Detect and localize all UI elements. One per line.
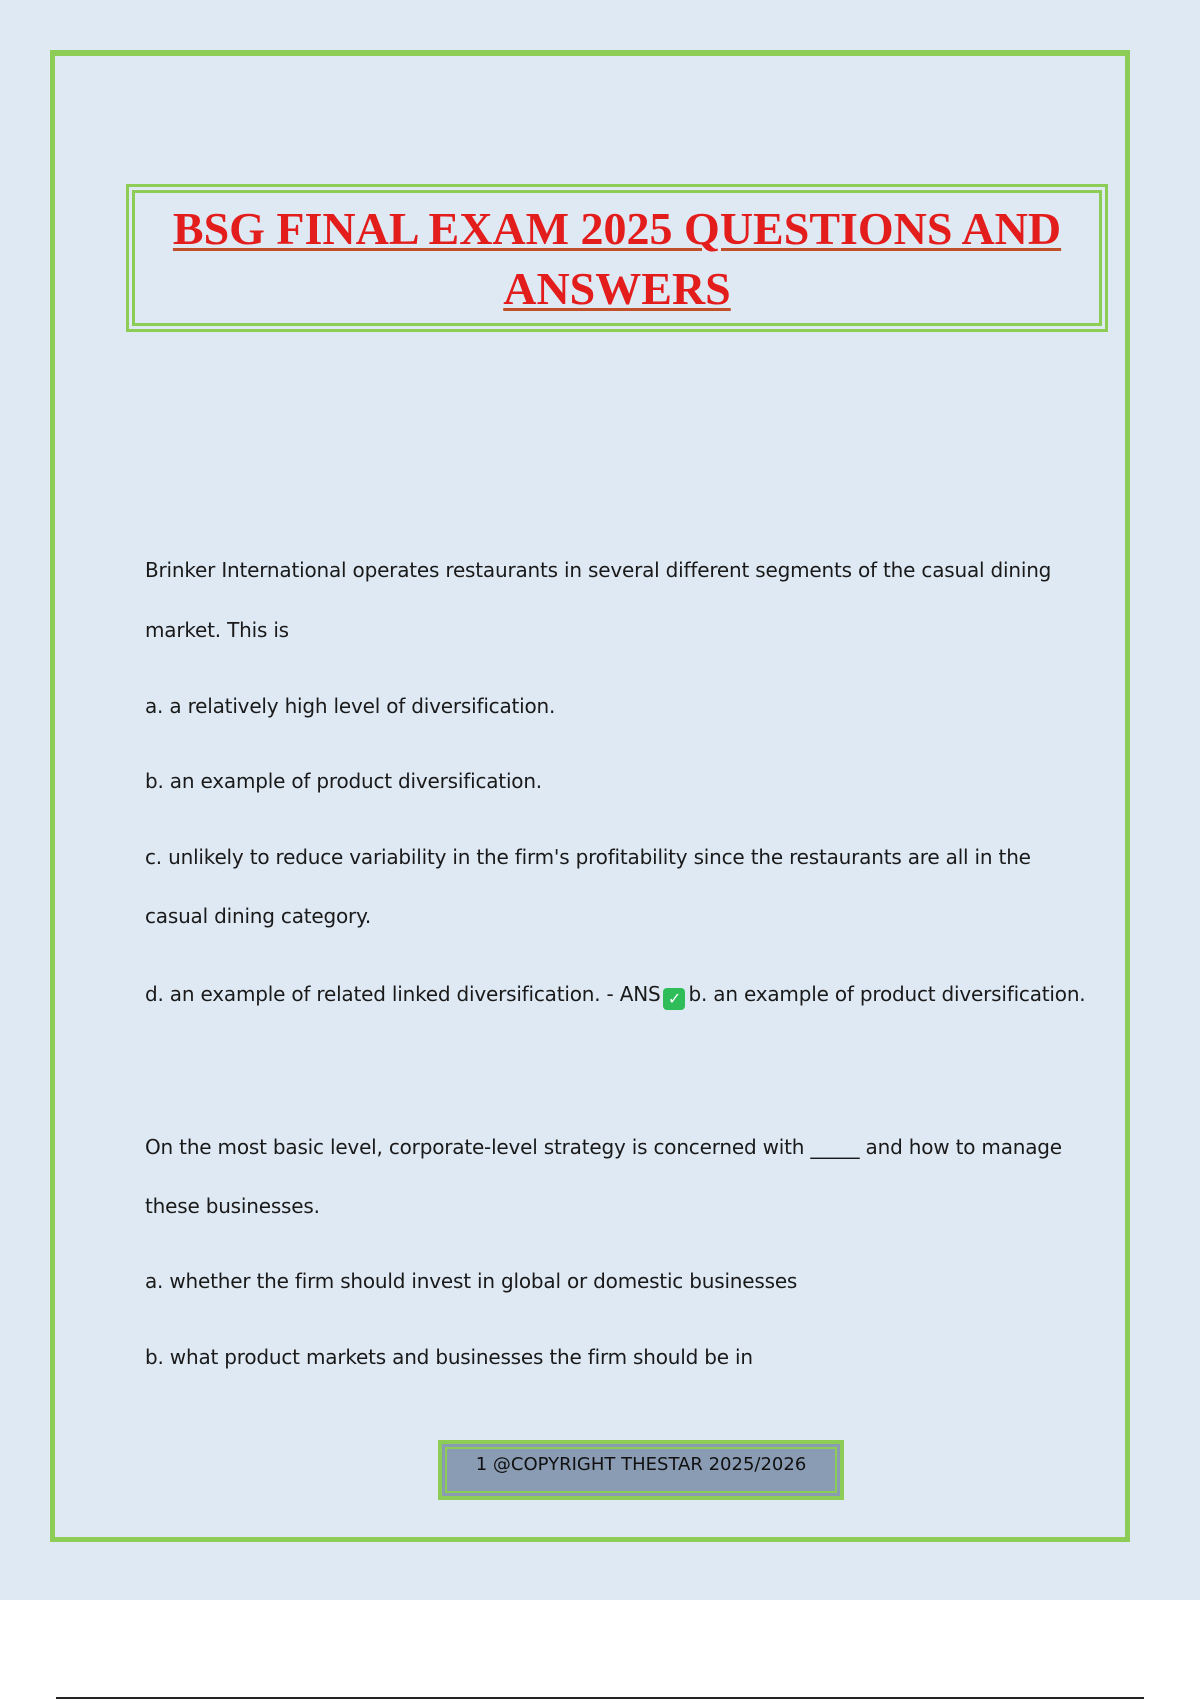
question-1-option-b: b. an example of product diversification. xyxy=(145,769,542,793)
question-1-option-d: d. an example of related linked diversification. - ANS xyxy=(145,982,661,1006)
footer-box xyxy=(438,1440,844,1500)
question-1-answer: b. an example of product diversification. xyxy=(688,982,1086,1006)
question-1-stem-line-1: Brinker International operates restaurants in several different segments of the casual dining xyxy=(145,558,1052,582)
question-1-option-d-with-answer xyxy=(145,982,1085,1010)
check-mark-icon: ✓ xyxy=(663,988,685,1010)
title-box xyxy=(126,184,1108,332)
question-1-option-c-line-2: casual dining category. xyxy=(145,904,372,928)
question-1-stem-line-2: market. This is xyxy=(145,618,289,642)
footer-copyright: 1 @COPYRIGHT THESTAR 2025/2026 xyxy=(475,1454,807,1475)
question-1-option-a: a. a relatively high level of diversification. xyxy=(145,694,556,718)
question-1-option-c-line-1: c. unlikely to reduce variability in the firm's profitability since the restaurants are all in the xyxy=(145,845,1031,869)
question-2-option-a: a. whether the firm should invest in global or domestic businesses xyxy=(145,1269,798,1293)
question-2-stem-line-2: these businesses. xyxy=(145,1194,320,1218)
question-2-stem-line-1: On the most basic level, corporate-level strategy is concerned with _____ and how to manage xyxy=(145,1135,1062,1159)
bottom-rule xyxy=(56,1697,1144,1699)
document-title: BSG FINAL EXAM 2025 QUESTIONS AND ANSWERS xyxy=(172,203,1062,314)
question-2-option-b: b. what product markets and businesses the firm should be in xyxy=(145,1345,753,1369)
